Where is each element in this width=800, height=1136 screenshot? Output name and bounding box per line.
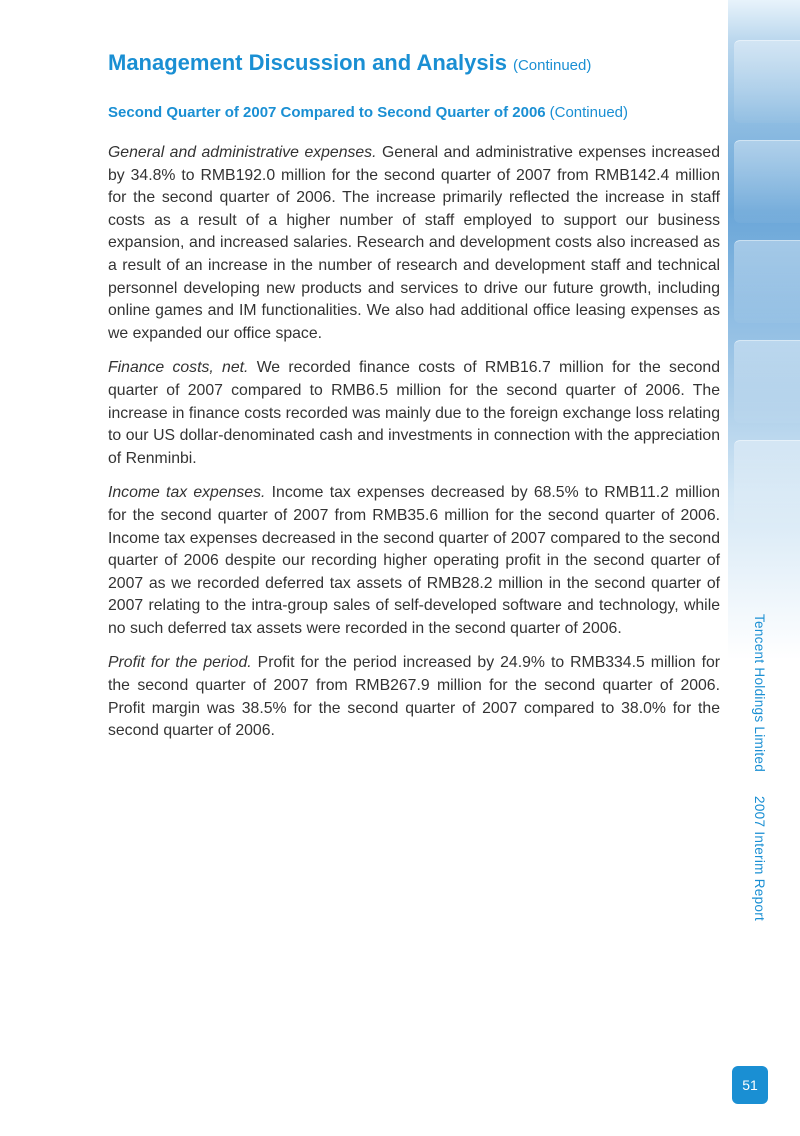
side-decorative-band <box>728 0 800 660</box>
paragraph-text: We recorded finance costs of RMB16.7 million for the second quarter of 2007 compared to RMB6.5 million for the second quarter of 2006. The increase in finance costs recorded was mainly due to the foreign exchange loss relating to our US dollar-denominated cash and investments in connection with the appreciation of Renminbi. <box>108 359 720 467</box>
sidebar-running-title <box>752 614 767 921</box>
paragraph-profit <box>108 652 720 742</box>
band-tile <box>734 240 800 323</box>
paragraph-income-tax <box>108 482 720 640</box>
band-tile <box>734 140 800 223</box>
page-number: 51 <box>742 1077 758 1093</box>
band-tile <box>734 340 800 423</box>
header-title-text: Management Discussion and Analysis <box>108 50 507 75</box>
section-title-text: Second Quarter of 2007 Compared to Second Quarter of 2006 <box>108 104 546 121</box>
body-text <box>108 142 720 755</box>
page-number-badge <box>732 1066 768 1104</box>
paragraph-text: General and administrative expenses increased by 34.8% to RMB192.0 million for the second quarter of 2007 from RMB142.4 million for the second quarter of 2006. The increase primarily reflected the increase in staff costs as a result of a higher number of staff employed to support our business expansion, and increased salaries. Research and development costs also increased as a result of an increase in the number of research and development staff and technical personnel developing new products and services to drive our future growth, including online games and IM functionalities. We also had additional office leasing expenses as we expanded our office space. <box>108 144 720 342</box>
page-header-title <box>108 50 591 76</box>
sidebar-company: Tencent Holdings Limited <box>752 614 767 773</box>
paragraph-finance-costs <box>108 357 720 470</box>
paragraph-text: Profit for the period increased by 24.9% to RMB334.5 million for the second quarter of 2007 from RMB267.9 million for the second quarter of 2006. Profit margin was 38.5% for the second quarter of 2007 compared to 38.0% for the second quarter of 2006. <box>108 654 721 740</box>
band-tile <box>734 440 800 523</box>
paragraph-lead: Income tax expenses. <box>108 484 266 502</box>
section-continued: (Continued) <box>549 104 629 121</box>
paragraph-lead: Profit for the period. <box>108 654 252 672</box>
band-tile <box>734 40 800 123</box>
paragraph-lead: General and administrative expenses. <box>108 144 377 161</box>
paragraph-lead: Finance costs, net. <box>108 359 249 377</box>
header-continued: (Continued) <box>512 57 592 74</box>
sidebar-report: 2007 Interim Report <box>752 796 767 922</box>
section-title <box>108 104 628 121</box>
paragraph-text: Income tax expenses decreased by 68.5% to RMB11.2 million for the second quarter of 2007 from RMB35.6 million for the second quarter of 2006. Income tax expenses decreased in the second quarter of 2007 compared to the second quarter of 2006 despite our recording higher operating profit in the second quarter of 2007 as we recorded deferred tax assets of RMB28.2 million in the second quarter of 2007 relating to the intra-group sales of self-developed software and technology, while no such deferred tax assets were recorded in the second quarter of 2006. <box>108 484 720 637</box>
paragraph-general-admin <box>108 142 720 345</box>
